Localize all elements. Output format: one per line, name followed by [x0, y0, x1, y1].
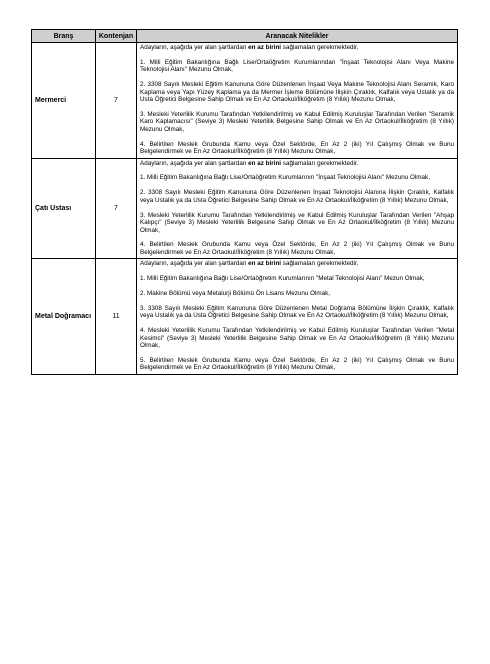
requirement-item: 1. Milli Eğitim Bakanlığına Bağlı Lise/Ortaöğretim Kurumlarından "İnşaat Teknolojisi Alanı Veya Makine Teknolojisi Alanı" Mezunu Olmak,: [140, 58, 454, 74]
requirement-item: 4. Belirtilen Meslek Grubunda Kamu veya Özel Sektörde, En Az 2 (iki) Yıl Çalışmış Olmak ve Bunu Belgelendirmek ve En Az Ortaokul/İlköğretim (8 Yıllık) Mezunu Olmak,: [140, 140, 454, 156]
requirement-item: 3. Mesleki Yeterlilik Kurumu Tarafından Yetkilendirilmiş ve Kabul Edilmiş Kuruluşlar Tarafından Verilen "Seramik Karo Kaplamacısı" (Seviye 3) Mesleki Yeterlilik Belgesine Sahip Olmak ve En Az Ortaokul/İlköğretim (8 Yıllık) Mezunu Olmak,: [140, 110, 454, 133]
header-row: [32, 30, 458, 43]
requirement-item: 3. 3308 Sayılı Mesleki Eğitim Kanununa Göre Düzenlenen Metal Doğrama Bölümüne İlişkin Çıraklık, Kalfalık veya Ustalık ya da Usta Öğretici Belgesine Sahip Olmak ve En Az Ortaokul/İlköğretim (8 Yıllık) Mezunu Olmak,: [140, 304, 454, 320]
header-kontenjan: Kontenjan: [96, 30, 137, 43]
requirement-item: 2. 3308 Sayılı Mesleki Eğitim Kanununa Göre Düzenlenen İnşaat Teknolojisi Alanına İlişkin Çıraklık, Kalfalık veya Ustalık ya da Usta Öğretici Belgesine Sahip Olmak ve En Az Ortaokul/İlköğretim (8 Yıllık) Mezunu Olmak,: [140, 189, 454, 204]
requirements-table: [31, 29, 458, 375]
requirement-item: 1. Milli Eğitim Bakanlığına Bağlı Lise/Ortaöğretim Kurumlarının "Metal Teknolojisi Alanı" Mezun Olmak,: [140, 275, 425, 283]
requirement-item: 4. Mesleki Yeterlilik Kurumu Tarafından Yetkilendirilmiş ve Kabul Edilmiş Kuruluşlar Tarafından Verilen "Metal Kesimci" (Seviye 3) Mesleki Yeterlilik Belgesine Sahip Olmak ve En Az Ortaokul/İlköğretim (8 Yıllık) Mezunu Olmak,: [140, 327, 454, 350]
requirement-item: 2. 3308 Sayılı Mesleki Eğitim Kanununa Göre Düzenlenen İnşaat Veya Makine Teknolojisi Alanı Seramik, Karo Kaplama veya Yapı Yüzey Kaplama ya da Mermer İşleme Bölümüne İlişkin Çıraklık, Kalfalık veya Ustalık ya da Usta Öğretici Belgesine Sahip Olmak ve En Az Ortaokul/İlköğretim (8 Yıllık) Mezunu Olmak,: [140, 81, 454, 104]
intro-text: Adayların, aşağıda yer alan şartlardan en az birini sağlamaları gerekmektedir.: [140, 159, 359, 167]
quota-value: 7: [96, 43, 137, 159]
requirement-item: 2. Makine Bölümü veya Metalurji Bölümü Ön Lisans Mezunu Olmak,: [140, 289, 331, 297]
header-nitelikler: Aranacak Nitelikler: [137, 30, 458, 43]
requirements-cell: [137, 43, 458, 159]
branch-name: Çatı Ustası: [32, 158, 96, 259]
intro-text: Adayların, aşağıda yer alan şartlardan en az birini sağlamaları gerekmektedir.: [140, 260, 359, 268]
quota-value: 7: [96, 158, 137, 259]
table-row: [32, 259, 458, 374]
branch-name: Metal Doğramacı: [32, 259, 96, 374]
requirements-cell: [137, 158, 458, 259]
table-row: [32, 43, 458, 159]
requirement-item: 4. Belirtilen Meslek Grubunda Kamu veya Özel Sektörde, En Az 2 (iki) Yıl Çalışmış Olmak ve Bunu Belgelendirmek ve En Az Ortaokul/İlköğretim (8 Yıllık) Mezunu Olmak,: [140, 241, 454, 256]
quota-value: 11: [96, 259, 137, 374]
requirement-item: 5. Belirtilen Meslek Grubunda Kamu veya Özel Sektörde, En Az 2 (iki) Yıl Çalışmış Olmak ve Bunu Belgelendirmek ve En Az Ortaokul/İlköğretim (8 Yıllık) Mezunu Olmak,: [140, 356, 454, 372]
table-row: [32, 158, 458, 259]
intro-text: Adayların, aşağıda yer alan şartlardan en az birini sağlamaları gerekmektedir.: [140, 44, 359, 51]
header-brans: Branş: [32, 30, 96, 43]
requirement-item: 1. Milli Eğitim Bakanlığına Bağlı Lise/Ortaöğretim Kurumlarının "İnşaat Teknolojisi Alanı" Mezunu Olmak,: [140, 174, 430, 182]
requirement-item: 3. Mesleki Yeterlilik Kurumu Tarafından Yetkilendirilmiş ve Kabul Edilmiş Kuruluşlar Tarafından Verilen "Ahşap Kalıpçı" (Seviye 3) Mesleki Yeterlilik Belgesine Sahip Olmak ve En Az Ortaokul/İlköğretim (8 Yıllık) Mezunu Olmak,: [140, 211, 454, 234]
requirements-cell: [137, 259, 458, 374]
branch-name: Mermerci: [32, 43, 96, 159]
